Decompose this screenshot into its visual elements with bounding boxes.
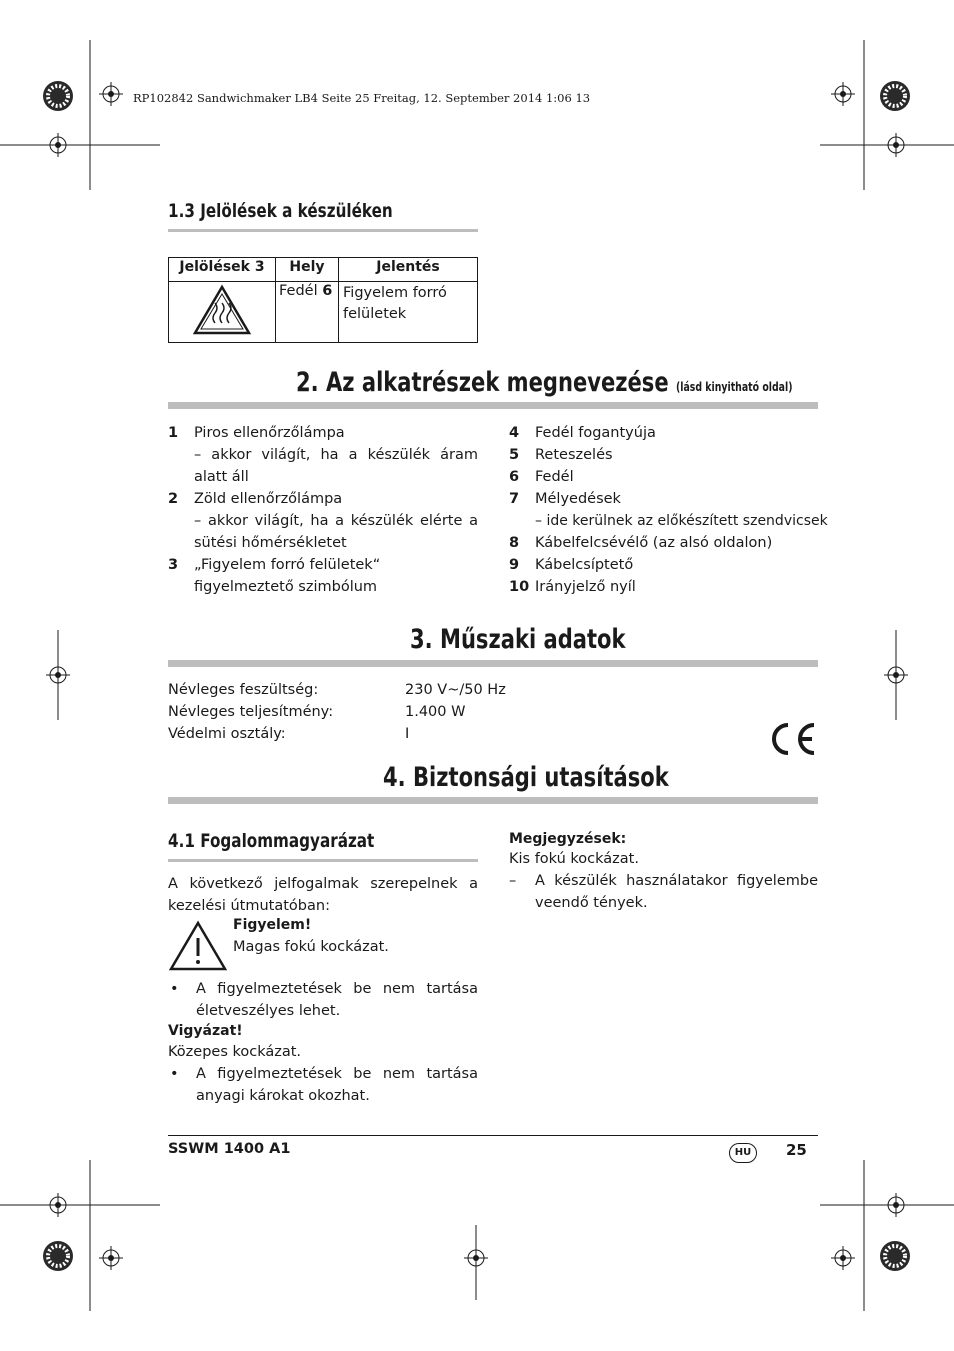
list-item: 9 Kábelcsíptető: [509, 557, 634, 573]
list-item-sub: – ide kerülnek az előkészített szendvicsek: [535, 513, 828, 529]
list-item: 7 Mélyedések: [509, 491, 621, 507]
page-number: 25: [786, 1141, 807, 1159]
warning-bullet: • A figyelmeztetések be nem tartása életveszélyes lehet.: [168, 978, 478, 1022]
list-item-sub: – akkor világít, ha a készülék elérte a sütési hőmérsékletet: [194, 513, 478, 551]
section-2-title-note: (lásd kinyitható oldal): [675, 380, 793, 394]
footer-rule: [168, 1135, 818, 1136]
list-item: 3 „Figyelem forró felületek“ figyelmeztető szimbólum: [168, 557, 381, 595]
table-symbol-cell: [169, 282, 276, 343]
table-meaning-cell: Figyelem forró felületek: [339, 282, 478, 343]
table-header-location: Hely: [276, 258, 339, 282]
parts-list-left: [168, 422, 478, 598]
warning-label: Figyelem!: [233, 917, 312, 933]
list-item: 6 Fedél: [509, 469, 574, 485]
spec-row: Védelmi osztály: I: [168, 726, 410, 742]
spec-table: [168, 679, 568, 745]
section-2-rule: [168, 402, 818, 409]
note-dash: – A készülék használatakor figyelembe veendő tények.: [509, 870, 818, 914]
caution-bullet: • A figyelmeztetések be nem tartása anyagi károkat okozhat.: [168, 1063, 478, 1107]
footer-model: SSWM 1400 A1: [168, 1141, 291, 1157]
section-1-3-rule: [168, 229, 478, 232]
location-text: Fedél: [279, 283, 323, 299]
note-label: Megjegyzések:: [509, 831, 627, 847]
hot-surface-warning-icon: [192, 283, 252, 337]
ce-mark-icon: [766, 720, 818, 758]
print-header: RP102842 Sandwichmaker LB4 Seite 25 Freitag, 12. September 2014 1:06 13: [133, 91, 591, 105]
table-header-markings: Jelölések 3: [169, 258, 276, 282]
table-location-cell: [276, 282, 339, 343]
list-item: 1 Piros ellenőrzőlámpa: [168, 425, 345, 441]
section-4-1-title: 4.1 Fogalommagyarázat: [168, 830, 375, 852]
list-item: 10 Irányjelző nyíl: [509, 579, 636, 595]
section-3-title: 3. Műszaki adatok: [410, 624, 626, 655]
caution-desc: Közepes kockázat.: [168, 1044, 302, 1060]
section-3-rule: [168, 660, 818, 667]
section-1-3-title: 1.3 Jelölések a készüléken: [168, 200, 393, 222]
section-2-title: [296, 367, 792, 398]
language-badge: HU: [729, 1143, 757, 1163]
section-4-title: 4. Biztonsági utasítások: [383, 762, 669, 793]
location-number: 6: [322, 283, 333, 299]
dash-icon: –: [509, 873, 517, 889]
section-2-title-text: 2. Az alkatrészek megnevezése: [296, 367, 669, 398]
list-item: 5 Reteszelés: [509, 447, 613, 463]
list-item: 2 Zöld ellenőrzőlámpa: [168, 491, 343, 507]
spec-row: Névleges feszültség: 230 V~/50 Hz: [168, 682, 506, 698]
section-4-1-rule: [168, 859, 478, 862]
bullet-icon: •: [170, 981, 179, 997]
section-4-rule: [168, 797, 818, 804]
spec-row: Névleges teljesítmény: 1.400 W: [168, 704, 466, 720]
warning-desc: Magas fokú kockázat.: [233, 939, 389, 955]
list-item-sub: – akkor világít, ha a készülék áram alatt áll: [194, 447, 478, 485]
warning-triangle-icon: [168, 920, 228, 972]
list-item: 4 Fedél fogantyúja: [509, 425, 656, 441]
table-header-meaning: Jelentés: [339, 258, 478, 282]
caution-label: Vigyázat!: [168, 1023, 243, 1039]
markings-table: [168, 257, 478, 343]
list-item: 8 Kábelfelcsévélő (az alsó oldalon): [509, 535, 773, 551]
parts-list-right: [509, 422, 829, 598]
note-desc: Kis fokú kockázat.: [509, 851, 639, 867]
intro-text: A következő jelfogalmak szerepelnek a kezelési útmutatóban:: [168, 876, 478, 914]
bullet-icon: •: [170, 1066, 179, 1082]
